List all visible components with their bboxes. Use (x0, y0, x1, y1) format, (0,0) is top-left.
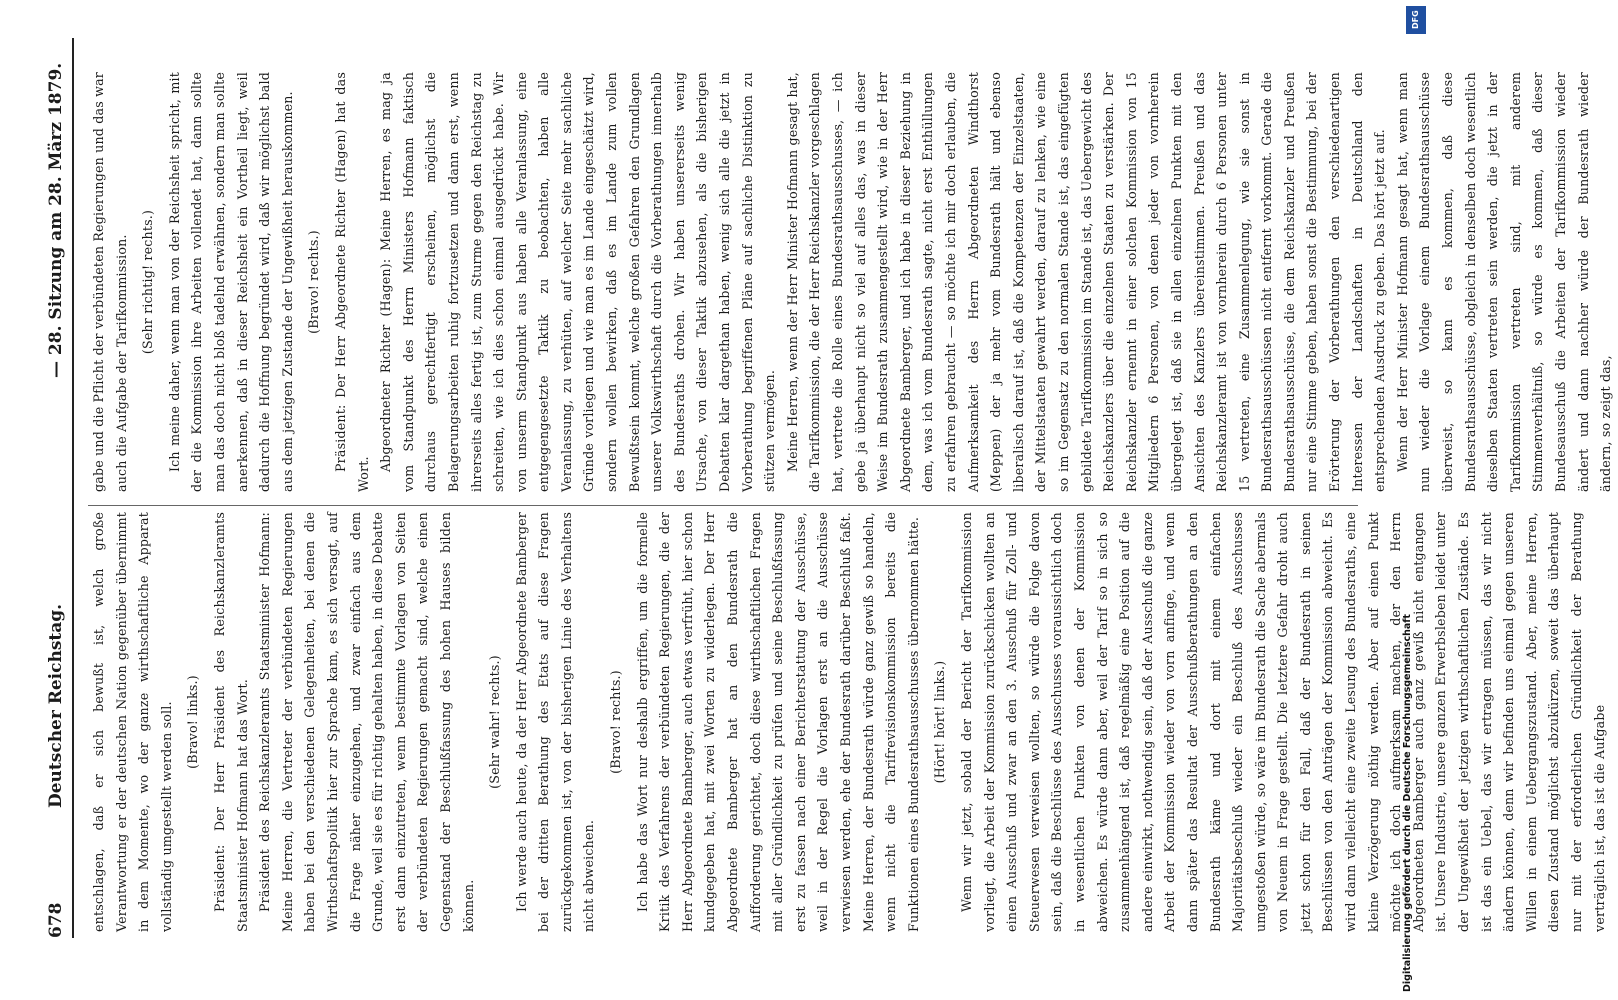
paragraph: Präsident: Der Herr Abgeordnete Richter (Hagen) hat das Wort. (332, 72, 371, 492)
page-number: 678 (46, 902, 66, 938)
interjection: (Hört! hört! links.) (932, 660, 948, 784)
paragraph: Abgeordneter Richter (Hagen): Meine Herren, es mag ja vom Standpunkt des Herrn Ministers Hofmann faktisch durchaus gerechtfertigt erscheinen, möglichst die Belagerungsarbeiten ruhig fortzusetzen und dann erst, wenn ihrerseits alles fertig ist, zum Sturme gegen den Reichstag zu schreiten, wie ich dies schon einmal ausgedrückt habe. Wir von unserm Standpunkt aus haben alle Veranlassung, eine entgegengesetzte Taktik zu beobachten, haben alle Veranlassung, zu verhüten, auf welcher Seite mehr sachliche Gründe vorliegen und wie man es im Lande eingeschätzt wird, sondern wollen bewirken, daß es im Lande zum vollen Bewußtsein kommt, welche großen Gefahren den Grundlagen unserer Volkswirthschaft durch die Vorberathungen innerhalb des Bundesraths drohen. Wir haben unsererseits wenig Ursache, von dieser Taktik abzusehen, als die bisherigen Debatten klar dargethan haben, wenig sich alle die jetzt in Vorberathung begriffenen Pläne auf sachliche Distinktion zu stützen vermögen. (378, 72, 778, 492)
right-column (88, 72, 1614, 492)
paragraph: entschlagen, daß er sich bewußt ist, welch große Verantwortung er der deutschen Nation gegenüber übernimmt in dem Momente, wo der ganze wirthschaftliche Apparat vollständig umgestellt werden soll. (91, 512, 174, 932)
paragraph: Präsident des Reichskanzleramts Staatsminister Hofmann: Meine Herren, die Vertreter der verbündeten Regierungen haben bei den verschiedenen Gelegenheiten, bei denen die Wirthschaftspolitik hier zur Sprache kam, es sich versagt, auf die Frage näher einzugehen, und zwar einfach aus dem Grunde, weil sie es für richtig gehalten haben, in diese Debatte erst dann einzutreten, wenn bestimmte Vorlagen von Seiten der verbündeten Regierungen gemacht sind, welche einen Gegenstand der Beschlußfassung des hohen Hauses bilden können. (257, 512, 476, 932)
header-rule (72, 38, 74, 938)
paragraph: Präsident: Der Herr Präsident des Reichskanzleramts Staatsminister Hofmann hat das Wort. (211, 512, 250, 932)
page-header (40, 38, 76, 938)
paragraph: gabe und die Pflicht der verbündeten Regierungen und das war auch die Aufgabe der Tarifkommission. (91, 72, 129, 492)
paragraph: Ich werde auch heute, da der Herr Abgeordnete Bamberger bei der dritten Berathung des Etats auf diese Fragen zurückgekommen ist, von der bisherigen Linie des Verhaltens nicht abweichen. (513, 512, 597, 932)
journal-title: Deutscher Reichstag. (46, 603, 66, 808)
interjection: (Sehr richtig! rechts.) (140, 209, 156, 355)
dfg-logo: DFG (1406, 6, 1426, 34)
paragraph: Ich habe das Wort nur deshalb ergriffen, um die formelle Kritik des Verfahrens der verbündeten Regierungen, die der Herr Abgeordnete Bamberger, auch etwas verfrüht, hier schon kundgegeben hat, mit zwei Worten zu widerlegen. Der Herr Abgeordnete Bamberger hat an den Bundesrath die Aufforderung gerichtet, doch diese wirthschaftlichen Fragen mit aller Gründlichkeit zu prüfen und seine Beschlußfassung erst zu fassen nach einer Berichterstattung der Ausschüsse, weil in der Regel die Vorlagen erst an die Ausschüsse verwiesen werden, ehe der Bundesrath darüber Beschluß faßt. Meine Herren, der Bundesrath würde ganz gewiß so handeln, wenn nicht die Tarifrevisionskommission bereits die Funktionen eines Bundesrathsausschusses übernommen hätte. (634, 512, 921, 932)
session-title: — 28. Sitzung am 28. März 1879. (46, 62, 66, 378)
interjection: (Bravo! rechts.) (306, 230, 322, 334)
interjection: (Sehr wahr! rechts.) (487, 655, 503, 789)
column-divider (88, 505, 1358, 506)
paragraph: Wenn wir jetzt, sobald der Bericht der Tarifkommission vorliegt, die Arbeit der Kommission zurückschicken wollten an einen Ausschuß und zwar an den 3. Ausschuß für Zoll- und Steuerwesen verweisen wollten, so würde die Folge davon sein, daß die Beschlüsse des Ausschusses voraussichtlich doch in wesentlichen Punkten von denen der Kommission abweichen. Es würde dann aber, weil der Tarif so in sich so zusammenhängend ist, daß regelmäßig eine Position auf die andere einwirkt, nothwendig sein, daß der Ausschuß die ganze Arbeit der Kommission wieder von vorn anfinge, und wenn dann später das Resultat der Ausschußberathungen an den Bundesrath käme und dort mit einem einfachen Majoritätsbeschluß wieder ein Beschluß des Ausschusses umgestoßen würde, so wäre im Bundesrath die Sache abermals von Neuem in Frage gestellt. Die letztere Gefahr droht auch jetzt schon für den Fall, daß der Bundesrath in seinen Beschlüssen von den Anträgen der Kommission abweicht. Es wird dann vielleicht eine zweite Lesung des Bundesraths, eine kleine Verzögerung nöthig werden. Aber auf einen Punkt möchte ich doch aufmerksam machen, der den Herrn Abgeordneten Bamberger auch ganz gewiß nicht entgangen ist. Unsere Industrie, unsere ganzen Erwerbsleben leidet unter der Ungewißheit der jetzigen wirthschaftlichen Zustände. Es ist das ein Uebel, das wir ertragen müssen, das wir nicht ändern können, denn wir befinden uns einmal gegen unseren Willen in einem Uebergangszustand. Aber, meine Herren, diesen Zustand möglichst abzukürzen, soweit das überhaupt nur mit der erforderlichen Gründlichkeit der Berathung verträglich ist, das ist die Aufgabe (958, 512, 1607, 932)
interjection: (Bravo! rechts.) (608, 670, 624, 774)
paragraph: Wenn der Herr Minister Hofmann gesagt hat, wenn man nun wieder die Vorlage einem Bundesrathsausschüsse überweist, so kann es kommen, daß diese Bundesrathsausschüsse, obgleich in denselben doch wesentlich dieselben Staaten vertreten sein werden, die jetzt in der Tarifkommission vertreten sind, mit anderem Stimmenverhältniß, so würde es kommen, daß dieser Bundesausschuß die Arbeiten der Tarifkommission wieder ändert und dann nachher würde der Bundesrath wieder ändern, so zeigt das, (1394, 72, 1614, 492)
interjection: (Bravo! links.) (185, 675, 201, 769)
paragraph: Ich meine daher, wenn man von der Reichsheit spricht, mit der die Kommission ihre Arbeiten vollendet hat, dann sollte man das doch nicht bloß tadelnd erwähnen, sondern man sollte anerkennen, daß in dieser Reichsheit ein Vortheil liegt, weil dadurch die Hoffnung begründet wird, daß wir möglichst bald aus dem jetzigen Zustande der Ungewißheit herauskommen. (166, 72, 295, 492)
digitization-note: Digitalisierung gefördert durch die Deutsche Forschungsgemeinschaft (1402, 614, 1413, 992)
paragraph: Meine Herren, wenn der Herr Minister Hofmann gesagt hat, die Tarifkommission, die der Herr Reichskanzler vorgeschlagen hat, vertrete die Rolle eines Bundesrathsausschusses, — ich gebe ja überhaupt nicht so viel auf alles das, was in dieser Weise im Bundesrath zusammengestellt wird, wie in der Herr Abgeordnete Bamberger, und ich habe in dieser Beziehung in dem, was ich vom Bundesrath sagte, nicht erst Enthüllungen zu erfahren gebraucht — so möchte ich mir doch erlauben, die Aufmerksamkeit des Herrn Abgeordneten Windthorst (Meppen) der ja mehr vom Bundesrath hält und ebenso liberalisch darauf ist, daß die Kompetenzen der Einzelstaaten, der Mittelstaaten gewahrt werden, darauf zu lenken, wie eine so im Gegensatz zu den normalen Stande ist, das eingefügten gebildete Tarifkommission im Stande ist, das Uebergewicht des Reichskanzlers über die einzelnen Staaten zu verstärken. Der Reichskanzler ernennt in einer solchen Kommission von 15 Mitgliedern 6 Personen, von denen jeder von vornherein übergelegt ist, daß sie in allen einzelnen Punkten mit den Ansichten des Kanzlers übereinstimmen. Preußen und das Reichskanzleramt ist von vornherein durch 6 Personen unter 15 vertreten, eine Zusammenlegung, wie sie sonst in Bundesrathsausschüssen nicht entfernt vorkommt. Gerade die Bundesrathsausschüsse, die dem Reichskanzler und Preußen nur eine Stimme geben, haben sonst die Bestimmung, bei der Erörterung der Vorberathungen den verschiedenartigen Interessen der Landschaften in Deutschland den entsprechenden Ausdruck zu geben. Das hört jetzt auf. (784, 72, 1388, 492)
